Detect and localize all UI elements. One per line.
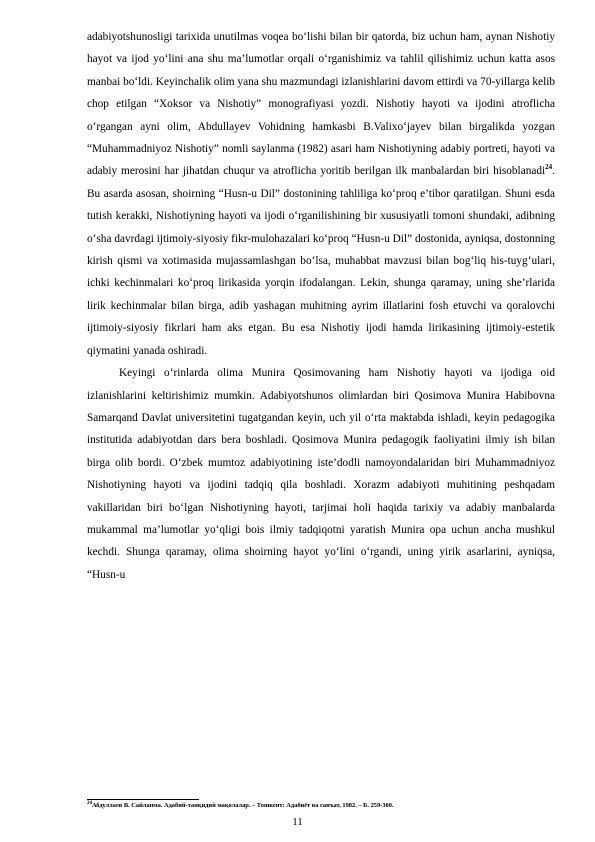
footnote-separator bbox=[87, 799, 199, 800]
footnote-text: Абдуллаев В. Сайланма. Адабий-танқидий мақолалар. – Тошкент: Адабиёт ва санъат, 1982. – Б. 259-300. bbox=[92, 802, 394, 809]
footnote bbox=[87, 801, 557, 810]
footnote-reference: 24 bbox=[545, 163, 553, 172]
footnote-number: 24 bbox=[87, 800, 92, 806]
paragraph-1-continuation: . Bu asarda asosan, shoirning “Husn-u Dil” dostonining tahliliga ko‘proq e’tibor qaratilgan. Shuni esda tutish kerakki, Nishotiyning hayoti va ijodi o‘rganilishining bir xususiyatli tomoni shundaki, adibning o‘sha davrdagi ijtimoiy-siyosiy fikr-mulohazalari ko‘proq “Husn-u Dil” dostonida, ayniqsa, dostonning kirish qismi va xotimasida mujassamlashgan bo‘lsa, muhabbat mavzusi bilan bog‘liq his-tuyg‘ulari, ichki kechinmalari ko‘proq lirikasida yorqin ifodalangan. Lekin, shunga qaramay, uning she’rlarida lirik kechinmalar bilan birga, adib yashagan muhitning ayrim illatlarini fosh etuvchi va qoralovchi ijtimoiy-siyosiy fikrlari ham aks etgan. Bu esa Nishotiy ijodi hamda lirikasining ijtimoiy-estetik qiymatini yanada oshiradi. bbox=[87, 165, 555, 357]
paragraph-2: Keyingi o‘rinlarda olima Munira Qosimovaning ham Nishotiy hayoti va ijodiga oid izlanishlarini keltirishimiz mumkin. Adabiyotshunos olimlardan biri Qosimova Munira Habibovna Samarqand Davlat universitetini tugatgandan keyin, uch yil o‘rta maktabda ishladi, keyin pedagogika institutida adabiyotdan dars bera boshladi. Qosimova Munira pedagogik faoliyatini ilmiy ish bilan birga olib bordi. O‘zbek mumtoz adabiyotining iste’dodli namoyondalaridan biri Muhammadniyoz Nishotiyning hayoti va ijodini tadqiq qila boshladi. Xorazm adabiyoti muhitining peshqadam vakillaridan biri bo‘lgan Nishotiyning hayoti, tarjimai holi haqida tarixiy va adabiy manbalarda mukammal ma’lumotlar yo‘qligi bois ilmiy tadqiqotni yaratish Munira opa uchun ancha mushkul kechdi. Shunga qaramay, olima shoirning hayot yo‘lini o‘rgandi, uning yirik asarlarini, ayniqsa, “Husn-u bbox=[87, 367, 555, 581]
paragraph-1 bbox=[87, 26, 555, 362]
page-number: 11 bbox=[292, 816, 303, 828]
body-text bbox=[87, 26, 555, 586]
paragraph-1-text: adabiyotshunosligi tarixida unutilmas voqea bo‘lishi bilan bir qatorda, biz uchun ham, aynan Nishotiy hayot va ijod yo‘lini ana shu ma’lumotlar orqali o‘rganishimiz va tahlil qilishimiz uchun katta asos manbai bo‘ldi. Keyinchalik olim yana shu mazmundagi izlanishlarini davom ettirdi va 70-yillarga kelib chop etilgan “Xoksor va Nishotiy” monografiyasi yozdi. Nishotiy hayoti va ijodini atroflicha o‘rgangan ayni olim, Abdullayev Vohidning hamkasbi B.Valixo‘jayev bilan birgalikda yozgan “Muhammadniyoz Nishotiy” nomli saylanma (1982) asari ham Nishotiyning adabiy portreti, hayoti va adabiy merosini har jihatdan chuqur va atroflicha yoritib berilgan ilk manbalardan biri hisoblanadi bbox=[87, 31, 555, 178]
